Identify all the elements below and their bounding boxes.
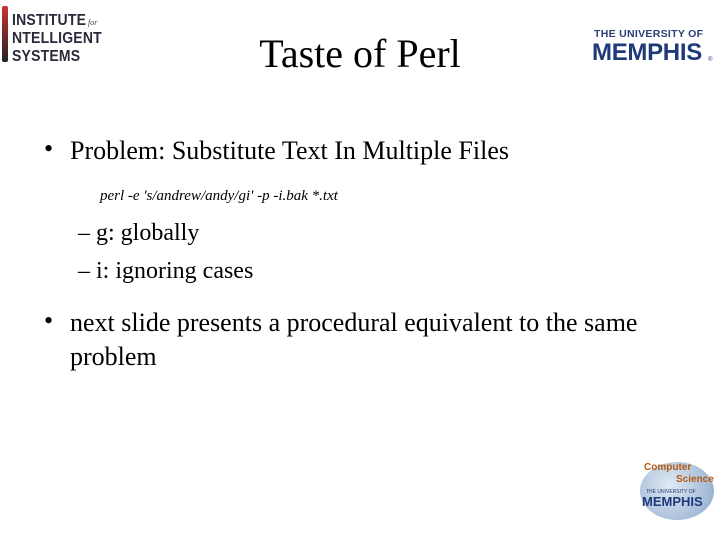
cs-logo-memphis: MEMPHIS (642, 494, 703, 509)
bullet-marker: • (44, 306, 54, 335)
cs-logo-computer: Computer (644, 462, 692, 473)
bullet-marker: • (44, 134, 54, 163)
cs-logo-university: THE UNIVERSITY OF (646, 489, 696, 495)
sub-bullet-globally: – g: globally (78, 220, 200, 246)
institute-logo-for: for (88, 18, 98, 27)
slide-title: Taste of Perl (259, 31, 461, 76)
cs-logo-science: Science (676, 474, 714, 485)
institute-logo-line1: INSTITUTE (12, 10, 87, 29)
university-logo (592, 28, 720, 68)
computer-science-logo (634, 456, 718, 522)
bullet-next-slide: next slide presents a procedural equivalent to the same problem (70, 308, 638, 371)
institute-logo-line2: NTELLIGENT (12, 28, 102, 47)
university-logo-name: MEMPHIS (592, 39, 702, 66)
institute-logo-line3: SYSTEMS (12, 46, 81, 65)
bullet-problem: Problem: Substitute Text In Multiple Files (70, 136, 509, 165)
perl-command: perl -e 's/andrew/andy/gi' -p -i.bak *.txt (100, 188, 338, 204)
university-logo-top: THE UNIVERSITY OF (594, 28, 704, 40)
registered-mark: ® (708, 57, 713, 63)
sub-bullet-ignoring-cases: – i: ignoring cases (78, 258, 254, 284)
